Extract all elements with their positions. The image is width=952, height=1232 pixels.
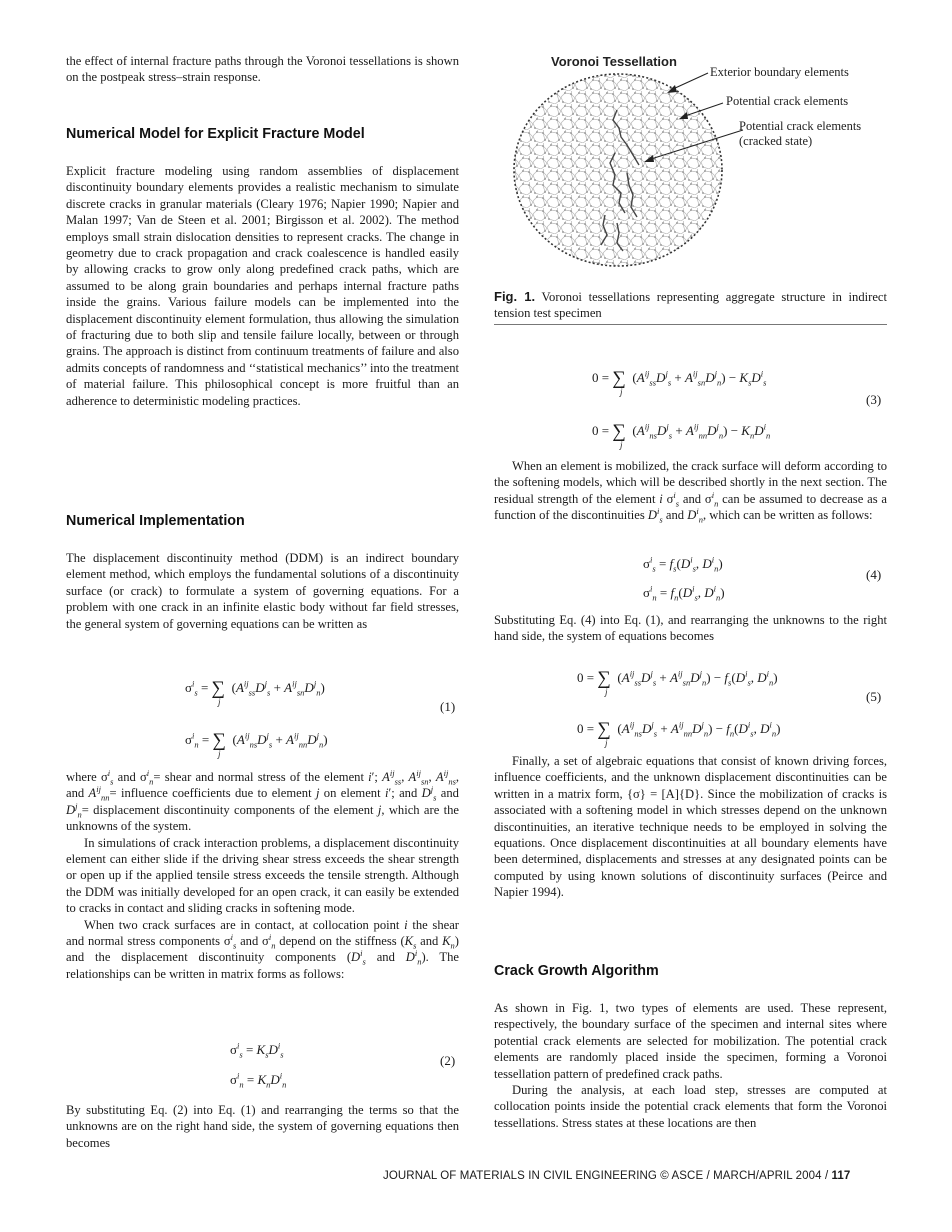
section-heading-explicit-fracture: Numerical Model for Explicit Fracture Model [66,126,365,142]
paragraph-text: By substituting Eq. (2) into Eq. (1) and rearranging the terms so that the unknowns are on the right hand side, the system of governing equations then becomes [66,1103,459,1150]
figure-caption [494,289,887,322]
intro-text: the effect of internal fracture paths through the Voronoi tessellations is shown on the postpeak stress–strain response. [66,54,459,85]
contact-text: When two crack surfaces are in contact, at collocation point i the shear and normal stress components $\sigma^i_s$ and $\sigma^i_n$ depend on the stiffness ($K_s$ and $K_n$) and the displacement discontinuity components ($D^i_s$ and $D^i_n$). The relationships can be written in matrix forms as follows: [66,917,459,981]
caption-divider [494,324,887,325]
equation-1-line-1: $\sigma^i_s$ = ∑ $(A^{ij}_{ss}D^j_s + A^{ij}_{sn}D^j_n)$ [185,678,325,699]
explicit-fracture-paragraph [66,163,459,409]
substitution-paragraph [66,1102,459,1151]
sum-index: j [605,687,608,697]
equation-2-line-2: $\sigma^i_n = K_nD^i_n$ [230,1070,287,1090]
section-heading-numerical-implementation: Numerical Implementation [66,513,245,529]
mobilized-paragraph [494,458,887,524]
finally-text: Finally, a set of algebraic equations that consist of known driving forces, influence coefficients, and the unknown displacement discontinuities can be written in a matrix form, {σ} = [A]{D}. Since the mobilization of cracks is associated with a softening model in which stresses depend on the unknown discontinuities, an iterative technique needs to be employed in solving the equations. Once displacement discontinuities at all boundary elements have been determined, displacements and stresses at any designated points can be computed by using known solutions of discontinuity surfaces (Peirce and Napier 1994). [494,754,887,900]
paragraph-text: During the analysis, at each load step, stresses are computed at collocation points inside the potential crack elements that form the Voronoi tessellations. Stress states at these locations are then [494,1083,887,1130]
sum-index: j [218,697,221,707]
paragraph-text: As shown in Fig. 1, two types of elements are used. These represent, respectively, the boundary surface of the specimen and internal sites where potential crack elements are selected for mobilization. The potential crack elements are randomly placed inside the specimen, forming a Voronoi tessellation pattern of predefined crack paths. [494,1001,887,1081]
where-paragraph [66,769,459,982]
mobilized-text: When an element is mobilized, the crack surface will deform according to the softening models, which will be described shortly in the next section. The residual strength of the element i $\sigma^i_s$ and $\sigma^i_n$ can be assumed to decrease as a function of the discontinuities $D^i_s$ and $D^i_n$, which can be written as follows: [494,459,888,525]
sum-index: j [620,387,623,397]
intro-paragraph [66,53,459,86]
paragraph-text: Explicit fracture modeling using random assemblies of displacement discontinuity boundary elements provides a realistic mechanism to simulate discrete cracks in granular materials (Cleary 1976; Napier 1990; Napier and Malan 1997; Van de Steen et al. 2001; Birgisson et al. 2002). The method employs small strain dislocation densities to represent cracks. The change in geometry due to crack propagation and crack coalescence is handled easily by allowing cracks to grow only along predefined crack paths, which are assumed to be along grain boundaries and perhaps internal fracture paths inside the grains. Various failure models can be implemented into the displacement discontinuity element formulation, thus allowing the simulation of fracturing due to both slip and tensile failure locally, between or through grains. The approach is distinct from continuum treatments of failure and also admits concepts of randomness and ‘‘statistical mechanics’’ into the treatment of material failure. This philosophical concept is more fruitful than an adherence to deterministic modeling practices. [66,164,459,408]
equation-4-number: (4) [866,567,882,582]
page-number: 117 [831,1170,851,1182]
equation-3-line-1: 0 = ∑ $(A^{ij}_{ss}D^j_s + A^{ij}_{sn}D^j_n) - K_sD^i_s$ [592,368,767,389]
sum-index: j [620,440,623,450]
figure-caption-label: Fig. 1. [494,289,536,304]
label-exterior-boundary: Exterior boundary elements [710,65,849,79]
equation-5-number: (5) [866,689,882,704]
equation-3-number: (3) [866,392,882,407]
finally-paragraph [494,753,887,901]
crack-growth-paragraphs [494,1000,887,1131]
section-heading-crack-growth: Crack Growth Algorithm [494,963,659,979]
sum-index: j [605,738,608,748]
equation-4-line-2: $\sigma^i_n = f_n(D^i_s$, $D^i_n$) [643,583,725,603]
page-footer [383,1170,850,1182]
ddm-paragraph [66,550,459,632]
label-cracked-line1: Potential crack elements [739,119,862,133]
equation-5-line-1: 0 = ∑ $(A^{ij}_{ss}D^j_s + A^{ij}_{sn}D^j_n) - f_s(D^i_s$, $D^i_n$) [577,668,778,689]
figure-caption-text: Voronoi tessellations representing aggregate structure in indirect tension test specimen [494,290,888,321]
equation-3-line-2: 0 = ∑ $(A^{ij}_{ns}D^j_s + A^{ij}_{nn}D^j_n) - K_nD^i_n$ [592,421,771,442]
label-potential-crack: Potential crack elements [726,94,849,108]
sum-index: j [218,749,221,759]
figure-title: Voronoi Tessellation [551,54,677,69]
equation-1-line-2: $\sigma^i_n$ = ∑ $(A^{ij}_{ns}D^j_s + A^{ij}_{nn}D^j_n)$ [185,730,328,751]
paragraph-text: Substituting Eq. (4) into Eq. (1), and rearranging the unknowns to the right hand side, the system of equations becomes [494,613,887,644]
paragraph-text: The displacement discontinuity method (DDM) is an indirect boundary element method, which employs the fundamental solutions of a discontinuity surface (or crack) to formulate a system of governing equations. For a problem with one crack in an infinite elastic body without far field stresses, the general system of governing equations can be written as [66,551,459,631]
where-text: where $\sigma^i_s$ and $\sigma^i_n=$ shear and normal stress of the element i′; $A^{ij}_{ss}$, $A^{ij}_{sn}$, $A^{ij}_{ns}$, and $A^{ij}_{nn}=$ influence coefficients due to element j on element i′; and $D^j_s$ and $D^j_n=$ displacement discontinuity components of the element j, which are the unknowns of the system. [66,767,460,834]
equation-2-line-1: $\sigma^i_s = K_sD^i_s$ [230,1040,284,1060]
equation-5-line-2: 0 = ∑ $(A^{ij}_{ns}D^j_s + A^{ij}_{nn}D^j_n) - f_n(D^i_s$, $D^i_n$) [577,719,781,740]
equation-4-line-1: $\sigma^i_s = f_s(D^i_s$, $D^i_n$) [643,554,723,574]
crack-interaction-text: In simulations of crack interaction problems, a displacement discontinuity element can either slide if the driving shear stress exceeds the shear strength or open up if the applied tensile stress exceeds the tensile strength. Although the DDM was initially developed for an open crack, it can easily be extended to cracks in contact and sliding cracks in softening mode. [66,835,459,916]
substitution-eq4-paragraph [494,612,887,645]
equation-2-number: (2) [440,1053,456,1068]
matrix-form: {σ} = [A]{D}. [626,786,704,801]
journal-citation: JOURNAL OF MATERIALS IN CIVIL ENGINEERING © ASCE / MARCH/APRIL 2004 / [383,1170,829,1182]
equation-1-number: (1) [440,699,456,714]
label-cracked-line2: (cracked state) [739,134,813,148]
